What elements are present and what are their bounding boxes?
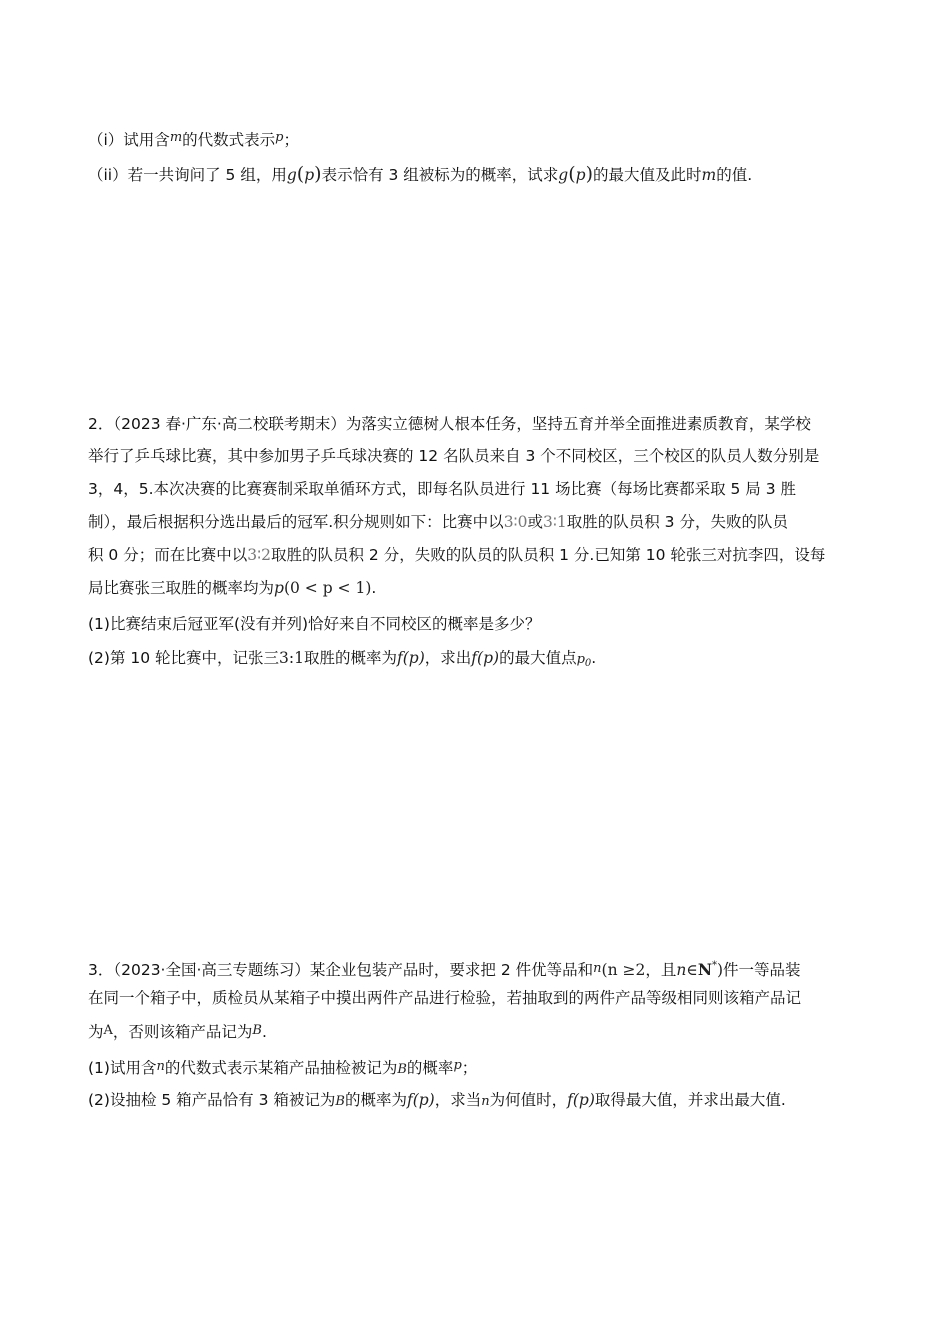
condition-n-ge-2: (n ≥2	[601, 961, 646, 979]
q2-line-1: 2．（2023 春·广东·高二校联考期末）为落实立德树人根本任务，坚持五育并举全面推进素质教育，某学校	[88, 415, 811, 433]
q2-part-1: (1)比赛结束后冠亚军(没有并列)恰好来自不同校区的概率是多少？	[88, 615, 541, 633]
q2-part-2: (2)第 10 轮比赛中，记张三3:1取胜的概率为f(p)，求出f(p)的最大值点$p_0$.	[88, 649, 597, 669]
label-b: B	[252, 1023, 262, 1038]
score-ratio: 3∶2	[247, 546, 271, 564]
var-n: n	[481, 1094, 490, 1109]
func-f: f(p)	[471, 649, 500, 667]
var-n: n	[676, 961, 687, 979]
var-p0: p	[576, 652, 585, 667]
var-n: n	[593, 961, 602, 976]
q2-line-3: 3，4，5.本次决赛的比赛赛制采取单循环方式，即每名队员进行 11 场比赛（每场比赛都采取 5 局 3 胜	[88, 480, 797, 498]
var-p: p	[274, 579, 284, 597]
func-g: g	[286, 166, 297, 184]
var-p: p	[275, 130, 284, 145]
q1-part-i: （i）试用含$^m$的代数式表示$^p$；	[88, 130, 299, 149]
label-a: A	[103, 1023, 113, 1038]
q3-part-2: (2)设抽检 5 箱产品恰有 3 箱被记为B的概率为f(p)，求当n为何值时，f(p)取得最大值，并求出最大值.	[88, 1091, 786, 1109]
q1-part-ii: （ii）若一共询问了 5 组，用g(p)表示恰有 3 组被标为的概率，试求g(p)的最大值及此时m的值.	[88, 163, 753, 185]
q2-line-5: 积 0 分；而在比赛中以3∶2取胜的队员积 2 分，失败的队员的队员积 1 分.已知第 10 轮张三对抗李四，设每	[88, 546, 826, 564]
var-m: m	[169, 130, 183, 145]
var-p: p	[453, 1058, 462, 1073]
probability-condition: (0 < p < 1)	[283, 579, 372, 597]
score-ratio: 3∶1	[542, 513, 567, 531]
func-f: f(p)	[567, 1091, 595, 1109]
q3-line-1: 3．（2023·全国·高三专题练习）某企业包装产品时，要求把 2 件优等品和n(n ≥2，且n∈N*)件一等品装	[88, 960, 801, 979]
score-ratio: 3:1	[279, 649, 304, 667]
score-ratio: 3∶0	[503, 513, 528, 531]
var-m: m	[701, 166, 717, 184]
func-g: g	[558, 166, 569, 184]
q3-part-1: (1)试用含n的代数式表示某箱产品抽检被记为B的概率$^p$；	[88, 1058, 478, 1077]
q3-line-3: 为A，否则该箱产品记为B.	[88, 1023, 267, 1041]
q2-line-4: 制），最后根据积分选出最后的冠军.积分规则如下：比赛中以3∶0或3∶1取胜的队员积 3 分，失败的队员	[88, 513, 788, 531]
natural-numbers-symbol: N	[697, 960, 712, 979]
func-f: f(p)	[406, 1091, 435, 1109]
label-b: B	[335, 1094, 345, 1109]
q3-line-2: 在同一个箱子中，质检员从某箱子中摸出两件产品进行检验，若抽取到的两件产品等级相同则该箱产品记	[88, 989, 802, 1007]
func-f: f(p)	[397, 649, 425, 667]
label-b: B	[397, 1062, 407, 1077]
q2-line-2: 举行了乒乓球比赛，其中参加男子乒乓球决赛的 12 名队员来自 3 个不同校区，三个校区的队员人数分别是	[88, 447, 820, 465]
q2-line-6: 局比赛张三取胜的概率均为p(0 < p < 1).	[88, 579, 377, 597]
var-n: n	[156, 1059, 165, 1074]
